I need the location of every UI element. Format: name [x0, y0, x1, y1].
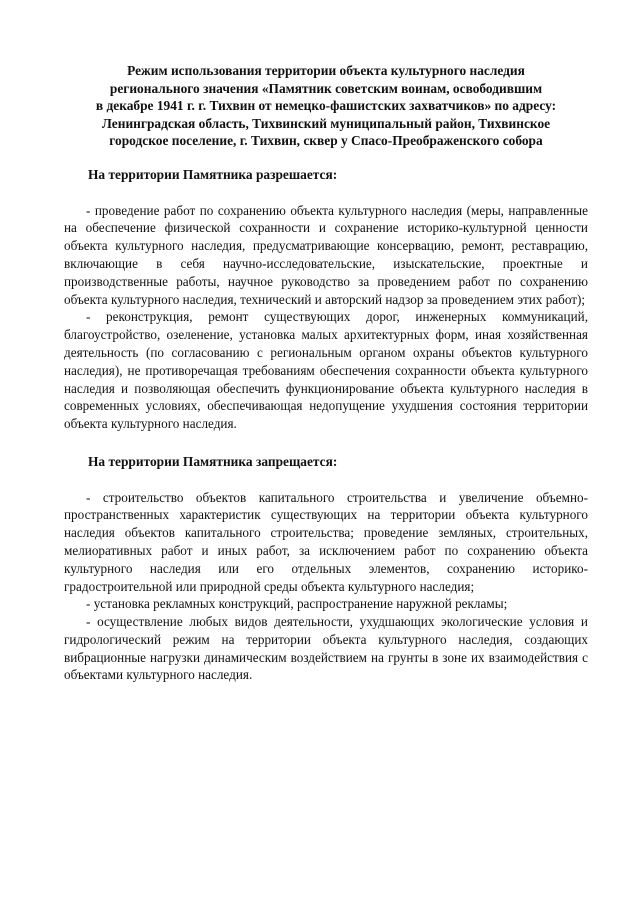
prohibited-item: - строительство объектов капитального строительства и увеличение объемно-пространственных характеристик существующих на территории объекта культурного наследия объектов капитального строительства; проведение земляных, строительных, мелиоративных работ и иных работ, за исключением работ по сохранению объекта культурного наследия или его отдельных элементов, сохранению историко-градостроительной или природной среды объекта культурного наследия; — [64, 489, 588, 594]
prohibited-heading: На территории Памятника запрещается: — [88, 453, 338, 469]
permitted-heading: На территории Памятника разрешается: — [88, 166, 338, 182]
permitted-item: - реконструкция, ремонт существующих дорог, инженерных коммуникаций, благоустройство, озеленение, установка малых архитектурных форм, иная хозяйственная деятельность (по согласованию с региональным органом охраны объектов культурного наследия), не противоречащая требованиям обеспечения сохранности объекта культурного наследия и позволяющая обеспечить функционирование объекта культурного наследия в современных условиях, обеспечивающая недопущение ухудшения состояния территории объекта культурного наследия. — [64, 309, 588, 432]
prohibited-section — [64, 453, 588, 684]
title-line: городское поселение, г. Тихвин, сквер у Спасо-Преображенского собора — [109, 133, 543, 149]
document-title — [64, 62, 588, 150]
spacer — [64, 471, 588, 489]
prohibited-item: - осуществление любых видов деятельности, ухудшающих экологические условия и гидрологический режим на территории объекта культурного наследия, создающих вибрационные нагрузки динамическим воздействием на грунты в зоне их взаимодействия с объектами культурного наследия. — [64, 614, 588, 683]
spacer — [64, 150, 588, 166]
title-line: Ленинградская область, Тихвинский муниципальный район, Тихвинское — [101, 115, 551, 131]
spacer — [64, 184, 588, 202]
title-line: регионального значения «Памятник советским воинам, освободившим — [109, 80, 543, 96]
document-page — [64, 62, 588, 684]
title-line: Режим использования территории объекта культурного наследия — [127, 63, 525, 78]
spacer — [64, 433, 588, 453]
permitted-item: - проведение работ по сохранению объекта культурного наследия (меры, направленные на обеспечение физической сохранности и сохранение историко-культурной ценности объекта культурного наследия, предусматривающие консервацию, ремонт, реставрацию, включающие в себя научно-исследовательские, изыскательские, проектные и производственные работы, научное руководство за проведением работ по сохранению объекта культурного наследия, технический и авторский надзор за проведением этих работ); — [64, 202, 588, 307]
prohibited-item: - установка рекламных конструкций, распространение наружной рекламы; — [86, 596, 508, 612]
title-line: в декабре 1941 г. г. Тихвин от немецко-фашистских захватчиков» по адресу: — [95, 98, 557, 114]
permitted-section — [64, 166, 588, 433]
